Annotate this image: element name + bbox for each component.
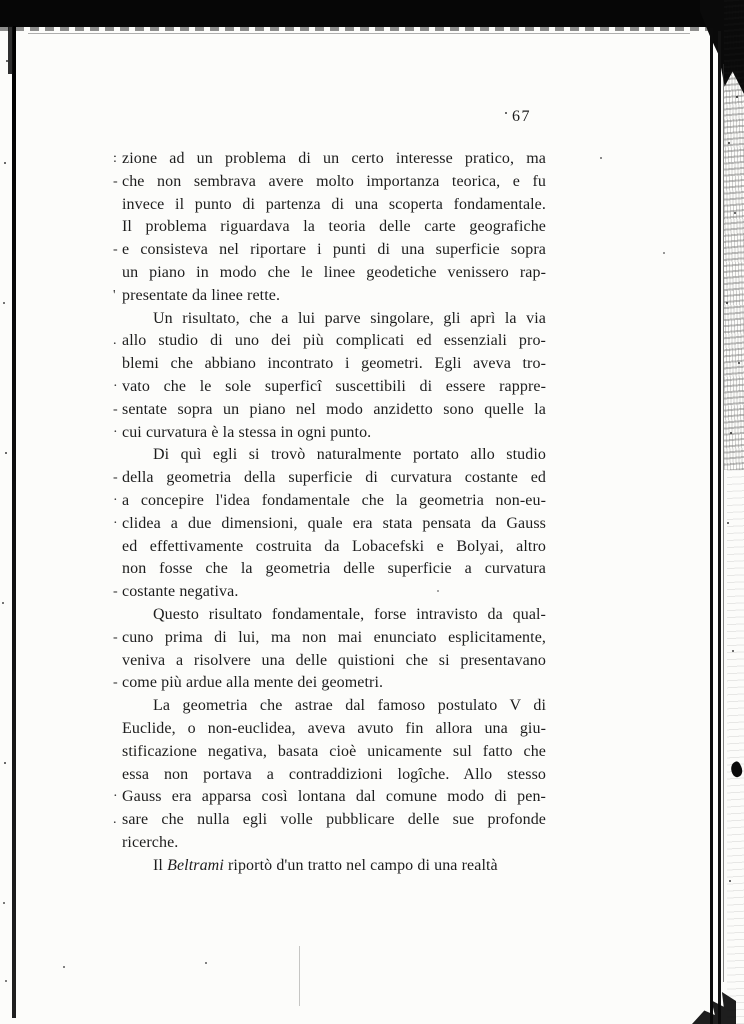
- body-text: stificazione negativa, basata cioè unicamente sul fatto che: [122, 742, 546, 760]
- text-line: [122, 741, 546, 764]
- scan-margin-mark: :: [113, 151, 117, 166]
- body-text: Gauss era apparsa così lontana dal comune modo di pen-: [122, 788, 546, 806]
- scan-margin-mark: -: [113, 470, 118, 486]
- text-line: [122, 695, 546, 718]
- text-line: [113, 490, 546, 513]
- body-text: clidea a due dimensioni, quale era stata pensata da Gauss: [122, 514, 546, 532]
- body-text: Questo risultato fondamentale, forse intravisto da qual-: [153, 605, 546, 623]
- body-text: della geometria della superficie di curvatura costante ed: [122, 469, 546, 487]
- text-line: [113, 330, 546, 353]
- scan-margin-mark: -: [113, 629, 118, 645]
- scan-margin-mark: ·: [113, 424, 118, 440]
- body-text: invece il punto di partenza di una scoperta fondamentale.: [122, 195, 546, 213]
- text-line: [122, 216, 546, 239]
- scan-margin-mark: ·: [113, 789, 118, 805]
- text-line: [113, 171, 546, 194]
- body-text: non fosse che la geometria delle superficie a curvatura: [122, 560, 546, 578]
- text-line: [122, 764, 546, 787]
- text-line: [113, 376, 546, 399]
- scan-margin-mark: -: [113, 584, 118, 600]
- body-text: come più ardue alla mente dei geometri.: [122, 674, 384, 692]
- text-line: [122, 536, 546, 559]
- body-text: La geometria che astrae dal famoso postulato V di: [153, 697, 546, 715]
- body-text: blemi che abbiano incontrato i geometri. Egli aveva tro-: [122, 355, 546, 373]
- text-line: [113, 239, 546, 262]
- scan-artifact-right-edge-texture-lower: [727, 470, 744, 1024]
- text-line: [122, 558, 546, 581]
- text-line: [122, 832, 546, 855]
- body-text: essa non portava a contraddizioni logîche. Allo stesso: [122, 765, 546, 783]
- scan-artifact-right-edge-line-1: [710, 28, 713, 1024]
- scan-artifact-left-edge-line: [12, 26, 16, 1018]
- scan-margin-mark: -: [113, 401, 118, 417]
- body-text: cuno prima di lui, ma non mai enunciato esplicitamente,: [122, 628, 546, 646]
- text-line: [122, 718, 546, 741]
- scan-artifact-top-band: [0, 0, 708, 27]
- body-text: sentate sopra un piano nel modo anzidetto sono quelle la: [122, 400, 546, 418]
- body-text: sare che nulla egli volle pubblicare delle sue profonde: [122, 811, 546, 829]
- scan-margin-mark: -: [113, 242, 118, 258]
- text-line: [113, 809, 546, 832]
- text-line: [122, 604, 546, 627]
- scan-margin-mark: .: [113, 812, 117, 828]
- scan-margin-mark: ·: [113, 378, 118, 394]
- body-text: Euclide, o non-euclidea, aveva avuto fin allora una giu-: [122, 719, 546, 737]
- text-line: [122, 308, 546, 331]
- text-line: [113, 399, 546, 422]
- body-text: Il: [153, 856, 168, 874]
- scan-artifact-bottom-crease: [299, 946, 300, 1006]
- body-text: ricerche.: [122, 833, 179, 851]
- body-text: e consisteva nel riportare i punti di una superficie sopra: [122, 241, 546, 259]
- page-text-block: [113, 148, 546, 878]
- scan-artifact-right-edge-texture: [724, 0, 744, 470]
- body-text: vato che le sole superficî suscettibili di essere rappre-: [122, 377, 546, 395]
- text-line: [122, 353, 546, 376]
- body-text: Di quì egli si trovò naturalmente portato allo studio: [153, 446, 546, 464]
- text-line: [122, 262, 546, 285]
- text-line: [113, 467, 546, 490]
- italic-text: Beltrami: [167, 856, 224, 874]
- scan-artifact-top-hairline: [28, 33, 690, 34]
- paragraph-3: [113, 444, 546, 604]
- text-line: [113, 513, 546, 536]
- page-number: 67: [512, 108, 531, 125]
- scan-margin-mark: ': [113, 287, 116, 303]
- body-text: costante negativa.: [122, 583, 239, 601]
- paragraph-6: [122, 855, 546, 878]
- body-text: a concepire l'idea fondamentale che la geometria non-eu-: [122, 491, 546, 509]
- text-line: [122, 194, 546, 217]
- scan-margin-mark: -: [113, 675, 118, 691]
- body-text: presentate da linee rette.: [122, 286, 281, 304]
- body-text: ed effettivamente costruita da Lobacefski e Bolyai, altro: [122, 537, 546, 555]
- body-text: veniva a risolvere una delle quistioni che si presentavano: [122, 651, 546, 669]
- body-text: zione ad un problema di un certo interesse pratico, ma: [122, 150, 546, 167]
- paragraph-2: [113, 308, 546, 445]
- text-line: [122, 855, 546, 878]
- body-text: che non sembrava avere molto importanza teorica, e fu: [122, 172, 546, 190]
- paragraph-4: [113, 604, 546, 695]
- scan-margin-mark: ·: [113, 492, 118, 508]
- body-text: riportò d'un tratto nel campo di una realtà: [223, 856, 498, 874]
- text-line: [113, 148, 546, 171]
- body-text: allo studio di uno dei più complicati ed essenziali pro-: [122, 332, 546, 350]
- scan-artifact-bottom-right-smudge: [692, 992, 736, 1024]
- text-line: [113, 786, 546, 809]
- body-text: un piano in modo che le linee geodetiche venissero rap-: [122, 263, 546, 281]
- body-text: Il problema riguardava la teoria delle carte geografiche: [122, 218, 546, 236]
- scan-margin-mark: ·: [113, 515, 118, 531]
- scan-margin-mark: .: [113, 333, 117, 349]
- text-line: [113, 422, 546, 445]
- scan-margin-mark: -: [113, 173, 118, 189]
- text-line: [113, 581, 546, 604]
- text-line: [113, 627, 546, 650]
- paragraph-1: [113, 148, 546, 308]
- body-text: cui curvatura è la stessa in ogni punto.: [122, 423, 372, 441]
- paragraph-5: [113, 695, 546, 855]
- text-line: [113, 672, 546, 695]
- text-line: [122, 650, 546, 673]
- body-text: Un risultato, che a lui parve singolare, gli aprì la via: [153, 309, 546, 327]
- scan-artifact-right-edge-line-2: [718, 31, 721, 1024]
- text-line: [122, 444, 546, 467]
- text-line: [113, 285, 546, 308]
